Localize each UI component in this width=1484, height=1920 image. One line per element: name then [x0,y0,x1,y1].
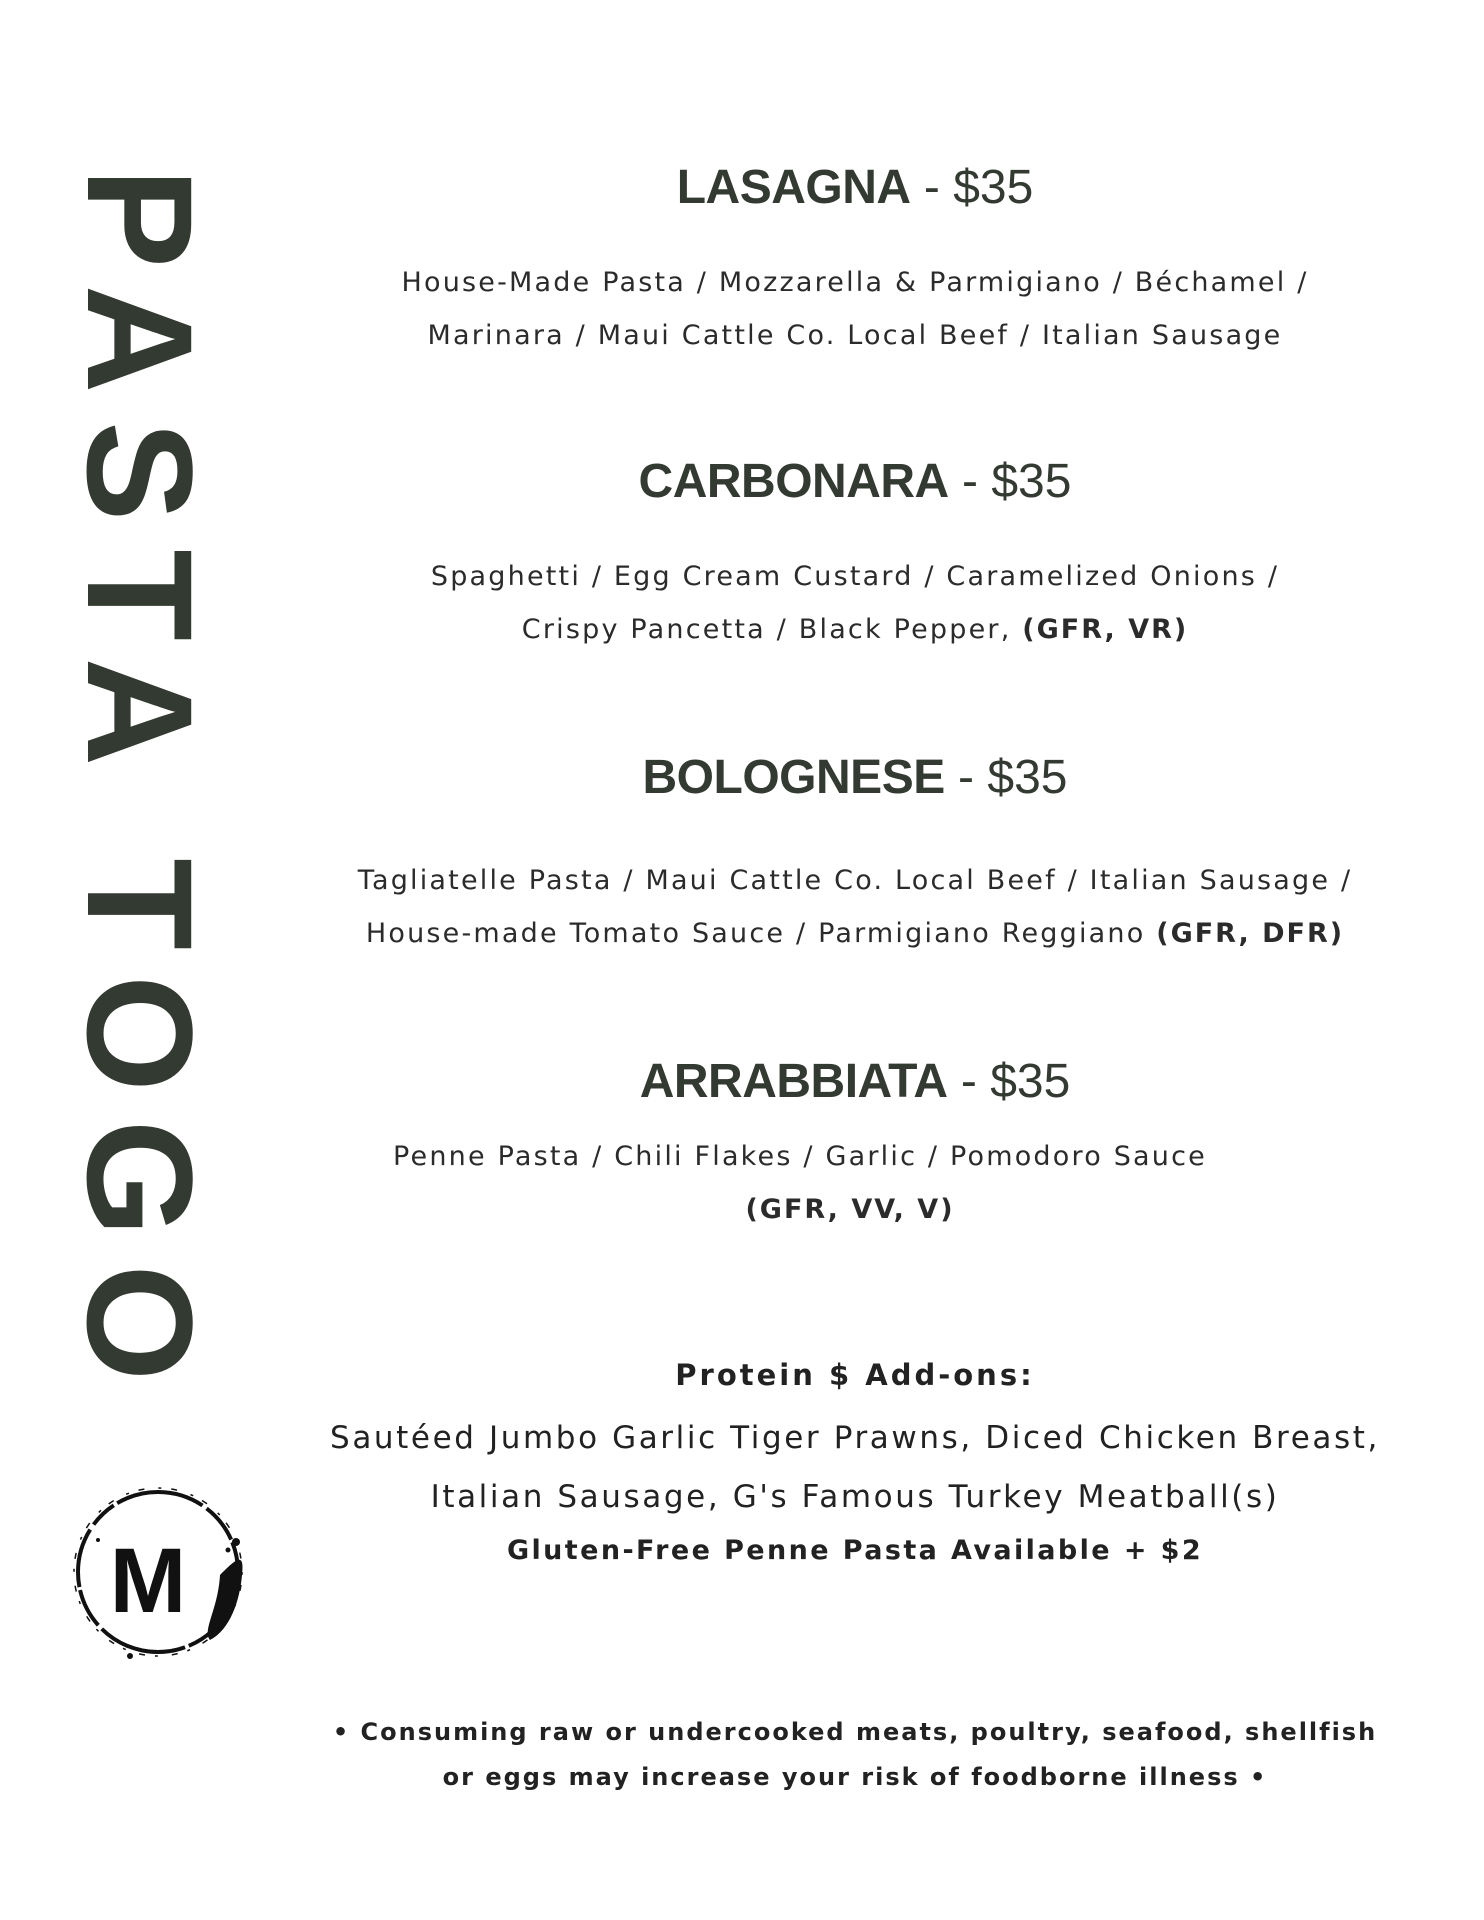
item-price: - $35 [944,751,1068,804]
item-heading [290,452,1420,512]
menu-item-arrabbiata [290,1052,1420,1236]
item-heading [290,1052,1420,1112]
logo-letter: M [109,1530,187,1632]
dietary-tag: (GFR, VV, V) [745,1194,955,1225]
item-description [290,256,1420,362]
addons-list [290,1409,1420,1527]
description-line: House-made Tomato Sauce / Parmigiano Reggiano (GFR, DFR) [365,918,1345,949]
warning-line: or eggs may increase your risk of foodborne illness • [442,1763,1268,1791]
addons-title: Protein $ Add-ons: [675,1358,1035,1392]
item-heading [290,158,1420,218]
item-description [290,1130,1420,1236]
item-description [290,854,1420,960]
item-description [290,550,1420,656]
menu-column [290,0,1420,1920]
warning-line: • Consuming raw or undercooked meats, poultry, seafood, shellfish [332,1718,1378,1746]
description-line: Tagliatelle Pasta / Maui Cattle Co. Local Beef / Italian Sausage / [357,865,1353,896]
description-line: House-Made Pasta / Mozzarella & Parmigiano / Béchamel / [401,267,1309,298]
item-heading [290,748,1420,808]
menu-item-carbonara [290,452,1420,656]
vertical-page-title: PASTA TOGO [56,168,224,1410]
item-price: - $35 [948,455,1072,508]
item-name: ARRABBIATA [639,1055,948,1108]
description-line: Crispy Pancetta / Black Pepper, (GFR, VR) [521,614,1189,645]
item-name: BOLOGNESE [642,751,945,804]
addons-line: Italian Sausage, G's Famous Turkey Meatball(s) [430,1479,1280,1515]
description-line: Penne Pasta / Chili Flakes / Garlic / Pomodoro Sauce [393,1141,1207,1172]
item-name: LASAGNA [676,161,911,214]
food-safety-warning [290,1710,1420,1800]
item-price: - $35 [947,1055,1071,1108]
item-price: - $35 [910,161,1034,214]
description-line [290,1183,1420,1236]
description-line: Spaghetti / Egg Cream Custard / Caramelized Onions / [430,561,1280,592]
gluten-free-note: Gluten-Free Penne Pasta Available + $2 [506,1535,1204,1566]
item-name: CARBONARA [638,455,949,508]
menu-item-bolognese [290,748,1420,960]
restaurant-logo [70,1480,255,1665]
menu-item-lasagna [290,158,1420,362]
dietary-tag: (GFR, DFR) [1156,918,1345,949]
protein-addons [290,1355,1420,1571]
dietary-tag: (GFR, VR) [1022,614,1189,645]
addons-line: Sautéed Jumbo Garlic Tiger Prawns, Diced Chicken Breast, [330,1420,1380,1456]
description-line: Marinara / Maui Cattle Co. Local Beef / Italian Sausage [427,320,1283,351]
